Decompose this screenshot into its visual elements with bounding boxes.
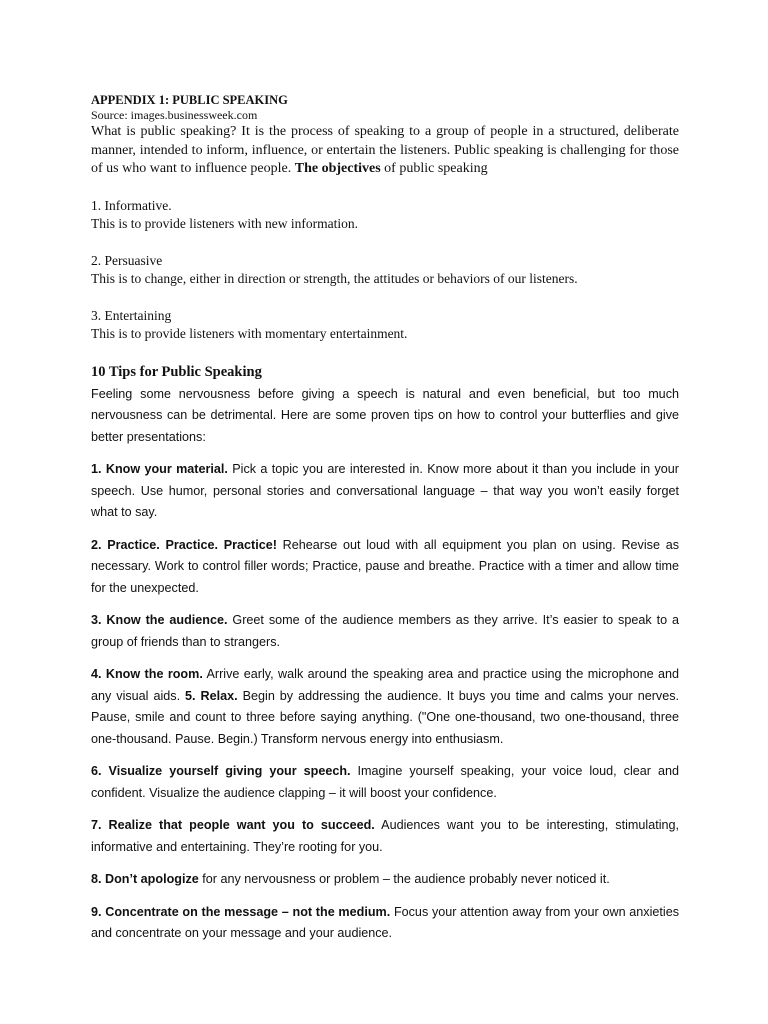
objectives-lead: The objectives <box>294 161 381 176</box>
intro-paragraph <box>91 123 679 179</box>
tip-item <box>91 610 679 653</box>
objective-description: This is to provide listeners with momentary entertainment. <box>91 326 408 341</box>
tip-body: Audiences want you to be interesting, stimulating, informative and entertaining. They’re rooting for you. <box>91 818 680 854</box>
tip-body: Greet some of the audience members as they arrive. It’s easier to speak to a group of friends than to strangers. <box>91 613 679 649</box>
objective-description: This is to provide listeners with new information. <box>91 216 358 231</box>
intro-text: What is public speaking? It is the process of speaking to a group of people in a structured, deliberate manner, intended to inform, influence, or entertain the listeners. Public speaking is challenging for those of us who want to influence people. <box>91 124 679 176</box>
tip-body: Arrive early, walk around the speaking area and practice using the microphone and any visual aids. <box>91 667 680 703</box>
tip-body: for any nervousness or problem – the audience probably never noticed it. <box>198 872 610 886</box>
tip-lead: 3. Know the audience. <box>91 613 228 627</box>
tip-item <box>91 459 679 524</box>
tip-lead: 9. Concentrate on the message – not the medium. <box>91 904 391 919</box>
tip-lead: 5. Relax. <box>185 688 238 703</box>
tip-item <box>91 902 679 945</box>
tip-lead: 2. Practice. Practice. Practice! <box>91 537 277 552</box>
objective-heading: 3. Entertaining <box>91 307 172 323</box>
objective-heading: 2. Persuasive <box>91 252 163 268</box>
objective-item <box>91 307 679 344</box>
objective-item <box>91 197 679 234</box>
tip-body: Rehearse out loud with all equipment you plan on using. Revise as necessary. Work to control filler words; Practice, pause and breathe. Practice with a timer and allow time for the unexpected. <box>91 537 679 595</box>
tips-intro: Feeling some nervousness before giving a speech is natural and even beneficial, but too much nervousness can be detrimental. Here are some proven tips on how to control your butterflies and give better presentations: <box>91 386 679 444</box>
tip-lead: 4. Know the room. <box>91 667 203 681</box>
tip-body: Pick a topic you are interested in. Know more about it than you include in your speech. Use humor, personal stories and conversational language – that way you won’t easily forget what to say. <box>91 462 680 519</box>
tip-lead: 1. Know your material. <box>91 462 228 476</box>
tip-item <box>91 869 679 891</box>
source-line: Source: images.businessweek.com <box>91 108 258 122</box>
appendix-title: APPENDIX 1: PUBLIC SPEAKING <box>91 93 288 107</box>
tip-item <box>91 535 679 600</box>
objective-item <box>91 252 679 289</box>
tip-lead: 7. Realize that people want you to succeed. <box>91 818 375 832</box>
tip-lead: 8. Don’t apologize <box>91 872 199 886</box>
tip-item <box>91 761 679 804</box>
tips-heading: 10 Tips for Public Speaking <box>91 363 262 380</box>
tip-body: Imagine yourself speaking, your voice loud, clear and confident. Visualize the audience clapping – it will boost your confidence. <box>91 764 679 800</box>
objective-description: This is to change, either in direction or strength, the attitudes or behaviors of our listeners. <box>91 271 578 286</box>
tip-body: Focus your attention away from your own anxieties and concentrate on your message and your audience. <box>91 904 680 940</box>
tip-body: Begin by addressing the audience. It buys you time and calms your nerves. Pause, smile and count to three before saying anything. ("One one-thousand, two one-thousand, three one-thousand. Pause. Begin.) Transform nervous energy into enthusiasm. <box>91 688 680 746</box>
tip-item <box>91 664 679 750</box>
document-content <box>91 92 679 945</box>
tip-item <box>91 815 679 858</box>
tip-lead: 6. Visualize yourself giving your speech. <box>91 764 351 778</box>
objective-heading: 1. Informative. <box>91 197 172 213</box>
objectives-rest: of public speaking <box>380 161 488 176</box>
